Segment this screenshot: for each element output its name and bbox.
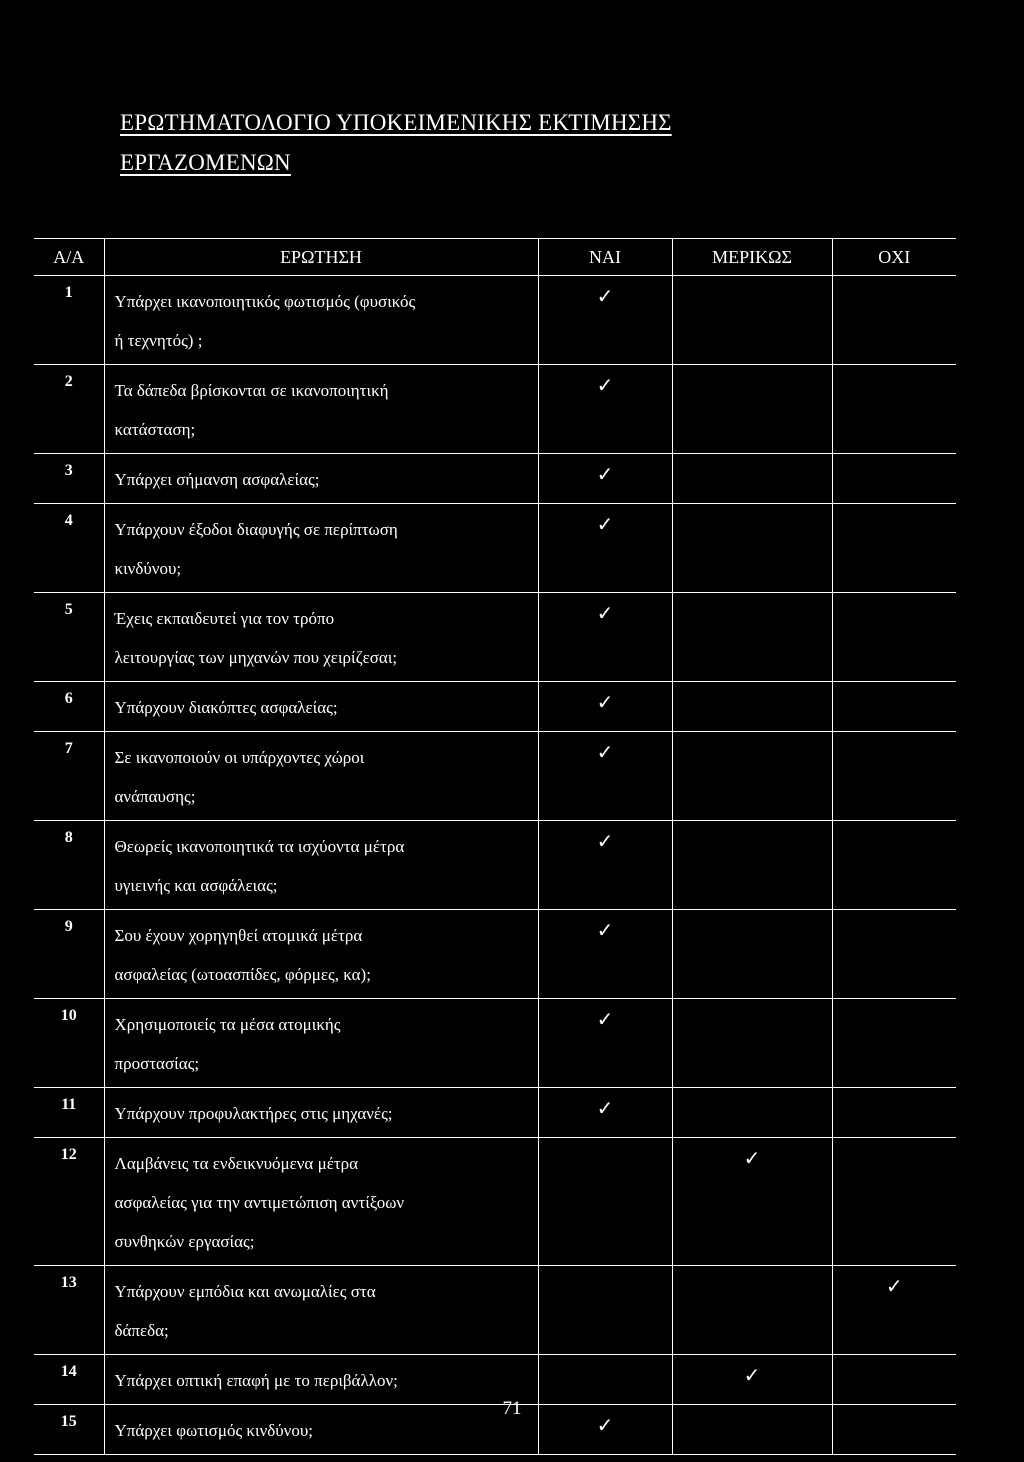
question-text — [104, 1088, 538, 1138]
row-number: 11 — [34, 1088, 104, 1138]
checkmark-icon: ✓ — [596, 690, 614, 714]
question-text — [104, 910, 538, 999]
answer-cell-partly — [672, 365, 832, 454]
answer-cell-yes — [538, 999, 672, 1088]
row-number: 5 — [34, 593, 104, 682]
answer-cell-yes — [538, 732, 672, 821]
row-number: 15 — [34, 1405, 104, 1455]
question-text — [104, 504, 538, 593]
answer-cell-yes — [538, 1138, 672, 1266]
answer-cell-yes — [538, 682, 672, 732]
table-row — [34, 365, 956, 454]
row-number: 4 — [34, 504, 104, 593]
checkmark-icon: ✓ — [596, 829, 614, 853]
question-text — [104, 276, 538, 365]
answer-cell-no — [832, 276, 956, 365]
answer-cell-yes — [538, 454, 672, 504]
answer-cell-partly — [672, 821, 832, 910]
answer-cell-partly — [672, 593, 832, 682]
row-number: 9 — [34, 910, 104, 999]
answer-cell-no — [832, 365, 956, 454]
checkmark-icon: ✓ — [743, 1146, 761, 1170]
table-row — [34, 1088, 956, 1138]
answer-cell-no — [832, 1088, 956, 1138]
table-row — [34, 276, 956, 365]
question-line: Υπάρχουν προφυλακτήρες στις μηχανές; — [114, 1104, 393, 1123]
header-question: ΕΡΩΤΗΣΗ — [104, 239, 538, 276]
question-text — [104, 999, 538, 1088]
table-row — [34, 504, 956, 593]
answer-cell-yes — [538, 593, 672, 682]
checkmark-icon: ✓ — [596, 1096, 614, 1120]
question-text — [104, 1138, 538, 1266]
checkmark-icon: ✓ — [743, 1363, 761, 1387]
answer-cell-partly — [672, 732, 832, 821]
checkmark-icon: ✓ — [885, 1274, 903, 1298]
checkmark-icon: ✓ — [596, 601, 614, 625]
answer-cell-partly — [672, 682, 832, 732]
table-row — [34, 1355, 956, 1405]
table-row — [34, 454, 956, 504]
question-line: Σου έχουν χορηγηθεί ατομικά μέτρα — [114, 926, 363, 945]
answer-cell-partly — [672, 910, 832, 999]
checkmark-icon: ✓ — [596, 373, 614, 397]
row-number: 14 — [34, 1355, 104, 1405]
answer-cell-no — [832, 504, 956, 593]
row-number: 2 — [34, 365, 104, 454]
row-number: 8 — [34, 821, 104, 910]
row-number: 6 — [34, 682, 104, 732]
header-no: ΟΧΙ — [832, 239, 956, 276]
checkmark-icon: ✓ — [596, 284, 614, 308]
answer-cell-no — [832, 821, 956, 910]
questionnaire-table — [34, 238, 956, 1455]
answer-cell-partly — [672, 999, 832, 1088]
row-number: 10 — [34, 999, 104, 1088]
row-number: 3 — [34, 454, 104, 504]
question-line: ασφαλείας (ωτοασπίδες, φόρμες, κα); — [114, 965, 371, 984]
checkmark-icon: ✓ — [596, 918, 614, 942]
answer-cell-no — [832, 593, 956, 682]
table-row — [34, 1266, 956, 1355]
question-line: Σε ικανοποιούν οι υπάρχοντες χώροι — [114, 748, 365, 767]
question-line: Υπάρχουν έξοδοι διαφυγής σε περίπτωση — [114, 520, 398, 539]
question-line: Υπάρχει φωτισμός κινδύνου; — [114, 1421, 314, 1440]
question-line: Έχεις εκπαιδευτεί για τον τρόπο — [114, 609, 335, 628]
question-line: Υπάρχουν διακόπτες ασφαλείας; — [114, 698, 338, 717]
answer-cell-partly — [672, 504, 832, 593]
question-line: Υπάρχει ικανοποιητικός φωτισμός (φυσικός — [114, 292, 416, 311]
answer-cell-no — [832, 999, 956, 1088]
checkmark-icon: ✓ — [596, 1007, 614, 1031]
question-line: προστασίας; — [114, 1054, 200, 1073]
table-row — [34, 1138, 956, 1266]
answer-cell-partly — [672, 1088, 832, 1138]
answer-cell-partly — [672, 1138, 832, 1266]
question-line: κατάσταση; — [114, 420, 196, 439]
table-row — [34, 732, 956, 821]
checkmark-icon: ✓ — [596, 1413, 614, 1437]
header-aa: Α/Α — [34, 239, 104, 276]
answer-cell-yes — [538, 1266, 672, 1355]
question-line: ασφαλείας για την αντιμετώπιση αντίξοων — [114, 1193, 405, 1212]
table-row — [34, 682, 956, 732]
answer-cell-no — [832, 1138, 956, 1266]
checkmark-icon: ✓ — [596, 740, 614, 764]
question-line: Υπάρχει οπτική επαφή με το περιβάλλον; — [114, 1371, 398, 1390]
answer-cell-no — [832, 682, 956, 732]
answer-cell-no — [832, 1266, 956, 1355]
question-line: κινδύνου; — [114, 559, 182, 578]
table-row — [34, 593, 956, 682]
question-line: συνθηκών εργασίας; — [114, 1232, 255, 1251]
question-line: Υπάρχουν εμπόδια και ανωμαλίες στα — [114, 1282, 376, 1301]
question-text — [104, 1266, 538, 1355]
row-number: 12 — [34, 1138, 104, 1266]
question-text — [104, 593, 538, 682]
question-text — [104, 732, 538, 821]
answer-cell-yes — [538, 821, 672, 910]
answer-cell-no — [832, 454, 956, 504]
row-number: 13 — [34, 1266, 104, 1355]
question-text — [104, 821, 538, 910]
question-line: υγιεινής και ασφάλειας; — [114, 876, 278, 895]
question-text — [104, 365, 538, 454]
header-yes: ΝΑΙ — [538, 239, 672, 276]
question-line: ή τεχνητός) ; — [114, 331, 203, 350]
answer-cell-yes — [538, 1088, 672, 1138]
table-header-row — [34, 239, 956, 276]
question-line: Λαμβάνεις τα ενδεικνυόμενα μέτρα — [114, 1154, 359, 1173]
table-body — [34, 276, 956, 1455]
answer-cell-yes — [538, 365, 672, 454]
question-text — [104, 454, 538, 504]
checkmark-icon: ✓ — [596, 462, 614, 486]
question-line: ανάπαυσης; — [114, 787, 196, 806]
table-row — [34, 999, 956, 1088]
answer-cell-yes — [538, 504, 672, 593]
table-row — [34, 821, 956, 910]
answer-cell-yes — [538, 276, 672, 365]
answer-cell-no — [832, 1355, 956, 1405]
answer-cell-no — [832, 910, 956, 999]
answer-cell-partly — [672, 1266, 832, 1355]
answer-cell-yes — [538, 910, 672, 999]
question-text — [104, 682, 538, 732]
question-line: δάπεδα; — [114, 1321, 169, 1340]
question-line: Χρησιμοποιείς τα μέσα ατομικής — [114, 1015, 341, 1034]
question-line: λειτουργίας των μηχανών που χειρίζεσαι; — [114, 648, 398, 667]
row-number: 7 — [34, 732, 104, 821]
answer-cell-partly — [672, 1355, 832, 1405]
answer-cell-partly — [672, 276, 832, 365]
question-line: Τα δάπεδα βρίσκονται σε ικανοποιητική — [114, 381, 389, 400]
row-number: 1 — [34, 276, 104, 365]
page-number: 71 — [502, 1398, 522, 1419]
answer-cell-partly — [672, 454, 832, 504]
checkmark-icon: ✓ — [596, 512, 614, 536]
table-row — [34, 910, 956, 999]
document-title-line2: ΕΡΓΑΖΟΜΕΝΩΝ — [120, 150, 291, 175]
question-line: Υπάρχει σήμανση ασφαλείας; — [114, 470, 320, 489]
question-text — [104, 1355, 538, 1405]
answer-cell-yes — [538, 1355, 672, 1405]
document-title-line1: ΕΡΩΤΗΜΑΤΟΛΟΓΙΟ ΥΠΟΚΕΙΜΕΝΙΚΗΣ ΕΚΤΙΜΗΣΗΣ — [120, 110, 672, 135]
header-partly: ΜΕΡΙΚΩΣ — [672, 239, 832, 276]
question-line: Θεωρείς ικανοποιητικά τα ισχύοντα μέτρα — [114, 837, 405, 856]
answer-cell-no — [832, 732, 956, 821]
